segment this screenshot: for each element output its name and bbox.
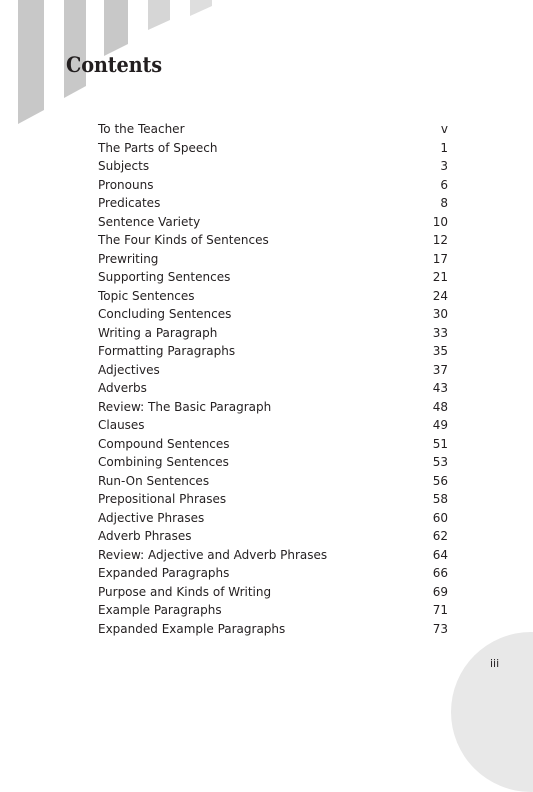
toc-entry-title: Compound Sentences bbox=[98, 436, 230, 451]
toc-entry-title: Expanded Example Paragraphs bbox=[98, 621, 286, 636]
toc-entry-page: 10 bbox=[432, 214, 448, 229]
toc-entry bbox=[98, 250, 448, 269]
toc-entry-page: 21 bbox=[432, 270, 448, 284]
toc-entry-title: Predicates bbox=[98, 196, 161, 210]
toc-entry bbox=[98, 120, 448, 139]
toc-entry-page: 69 bbox=[432, 584, 448, 599]
toc-entry bbox=[98, 620, 448, 639]
toc-entry-page: 51 bbox=[432, 436, 448, 451]
toc-entry bbox=[98, 546, 448, 565]
toc-entry-page: 66 bbox=[432, 566, 448, 580]
toc-entry bbox=[98, 305, 448, 324]
toc-entry-title: Writing a Paragraph bbox=[98, 325, 218, 340]
toc-entry bbox=[98, 564, 448, 583]
toc-entry-page: 73 bbox=[432, 621, 448, 636]
toc-entry-title: Run-On Sentences bbox=[98, 473, 210, 488]
toc-entry-page: 35 bbox=[432, 344, 448, 358]
toc-entry-page: 71 bbox=[432, 603, 448, 617]
toc-entry-page: 60 bbox=[432, 510, 448, 525]
toc-entry-title: The Parts of Speech bbox=[98, 140, 218, 155]
toc-entry bbox=[98, 157, 448, 176]
toc-entry-page: 56 bbox=[432, 473, 448, 488]
toc-entry-title: Purpose and Kinds of Writing bbox=[98, 584, 272, 599]
page-number: iii bbox=[490, 657, 500, 670]
toc-entry-title: Adverbs bbox=[98, 381, 147, 395]
toc-entry-title: Combining Sentences bbox=[98, 455, 229, 469]
toc-entry-page: 17 bbox=[432, 251, 448, 266]
toc-entry-title: The Four Kinds of Sentences bbox=[98, 233, 269, 247]
toc-entry-page: 6 bbox=[440, 177, 448, 192]
toc-entry-page: 12 bbox=[432, 233, 448, 247]
toc-entry bbox=[98, 287, 448, 306]
stripe-4 bbox=[148, 0, 170, 30]
toc-entry bbox=[98, 213, 448, 232]
toc-entry-title: Subjects bbox=[98, 159, 150, 173]
toc-entry-page: 3 bbox=[440, 159, 448, 173]
toc-entry-page: 43 bbox=[432, 381, 448, 395]
toc-entry bbox=[98, 231, 448, 250]
toc-entry-page: 64 bbox=[432, 547, 448, 562]
toc-entry bbox=[98, 472, 448, 491]
toc-entry-title: Clauses bbox=[98, 418, 145, 432]
toc-entry bbox=[98, 342, 448, 361]
toc-entry-page: v bbox=[440, 122, 448, 136]
toc-entry-title: Prewriting bbox=[98, 251, 159, 266]
toc-entry-page: 33 bbox=[432, 325, 448, 340]
toc-entry-page: 24 bbox=[432, 288, 448, 303]
stripe-2 bbox=[64, 0, 86, 98]
toc-entry-title: Adjective Phrases bbox=[98, 510, 205, 525]
toc-entry-title: Adverb Phrases bbox=[98, 529, 192, 543]
toc-entry-title: Review: Adjective and Adverb Phrases bbox=[98, 547, 328, 562]
toc-entry bbox=[98, 490, 448, 509]
stripe-3 bbox=[104, 0, 128, 56]
toc-entry-title: Supporting Sentences bbox=[98, 270, 231, 284]
toc-entry bbox=[98, 176, 448, 195]
table-of-contents bbox=[98, 120, 448, 638]
toc-entry bbox=[98, 361, 448, 380]
stripe-5 bbox=[190, 0, 212, 16]
toc-entry bbox=[98, 527, 448, 546]
toc-entry bbox=[98, 453, 448, 472]
toc-entry-title: Formatting Paragraphs bbox=[98, 344, 236, 358]
toc-entry bbox=[98, 139, 448, 158]
stripe-1 bbox=[18, 0, 44, 124]
toc-entry-title: Review: The Basic Paragraph bbox=[98, 399, 272, 414]
toc-entry-page: 58 bbox=[432, 492, 448, 506]
toc-entry bbox=[98, 379, 448, 398]
toc-entry bbox=[98, 601, 448, 620]
toc-entry-title: Adjectives bbox=[98, 362, 160, 377]
toc-entry-page: 49 bbox=[432, 418, 448, 432]
toc-entry bbox=[98, 268, 448, 287]
toc-entry bbox=[98, 583, 448, 602]
toc-entry bbox=[98, 435, 448, 454]
toc-entry-title: Sentence Variety bbox=[98, 214, 201, 229]
toc-entry-page: 30 bbox=[432, 307, 448, 321]
toc-entry-page: 37 bbox=[432, 362, 448, 377]
toc-entry-page: 53 bbox=[432, 455, 448, 469]
toc-entry-title: Concluding Sentences bbox=[98, 307, 232, 321]
toc-entry-title: Expanded Paragraphs bbox=[98, 566, 230, 580]
toc-entry bbox=[98, 509, 448, 528]
toc-entry-title: Example Paragraphs bbox=[98, 603, 222, 617]
toc-entry-title: To the Teacher bbox=[98, 122, 185, 136]
page-title: Contents bbox=[66, 52, 162, 77]
toc-entry bbox=[98, 324, 448, 343]
toc-entry bbox=[98, 398, 448, 417]
toc-entry-title: Pronouns bbox=[98, 177, 154, 192]
toc-entry-title: Topic Sentences bbox=[98, 288, 195, 303]
toc-entry-title: Prepositional Phrases bbox=[98, 492, 227, 506]
toc-entry bbox=[98, 416, 448, 435]
folio-circle bbox=[451, 632, 533, 792]
toc-entry-page: 8 bbox=[440, 196, 448, 210]
toc-entry-page: 1 bbox=[440, 140, 448, 155]
toc-entry-page: 48 bbox=[432, 399, 448, 414]
toc-entry-page: 62 bbox=[432, 529, 448, 543]
toc-entry bbox=[98, 194, 448, 213]
